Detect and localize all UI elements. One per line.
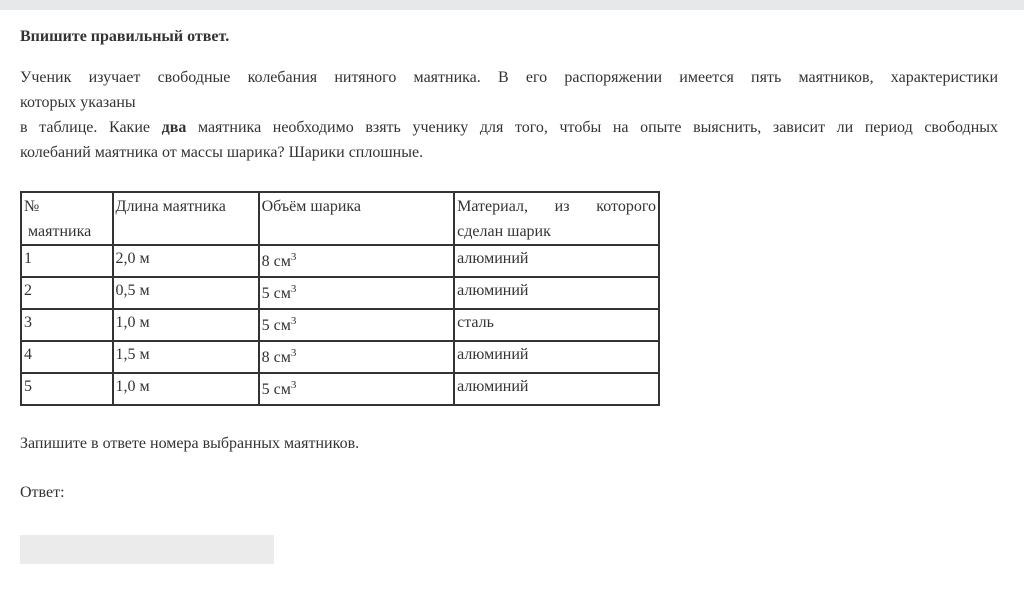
- cell-material: алюминий: [454, 245, 659, 277]
- cell-number: 3: [21, 309, 113, 341]
- cell-length: 1,0 м: [113, 373, 259, 405]
- cell-length: 0,5 м: [113, 277, 259, 309]
- volume-unit: см: [273, 317, 291, 334]
- volume-value: 8: [261, 349, 270, 366]
- cell-volume: [259, 277, 455, 309]
- cell-volume: [259, 245, 455, 277]
- table-row: [21, 309, 659, 341]
- task-line-3-after: маятника необходимо взять ученику для того, чтобы на опыте выяснить, зависит ли период свободных: [186, 119, 999, 136]
- volume-exponent: 3: [290, 251, 297, 263]
- cell-material: сталь: [454, 309, 659, 341]
- volume-unit: см: [273, 349, 291, 366]
- volume-unit: см: [273, 285, 291, 302]
- header-volume: Объём шарика: [259, 192, 455, 245]
- cell-number: 4: [21, 341, 113, 373]
- volume-value: 5: [261, 285, 270, 302]
- cell-material: алюминий: [454, 341, 659, 373]
- table-row: [21, 341, 659, 373]
- cell-number: 2: [21, 277, 113, 309]
- volume-value: 5: [261, 317, 270, 334]
- task-content: [20, 26, 998, 504]
- cell-length: 2,0 м: [113, 245, 259, 277]
- pendulum-table: [20, 191, 660, 406]
- cell-length: 1,5 м: [113, 341, 259, 373]
- volume-value: 5: [261, 381, 270, 398]
- volume-unit: см: [273, 381, 291, 398]
- answer-input[interactable]: [20, 535, 274, 564]
- task-line-4: колебаний маятника от массы шарика? Шарики сплошные.: [20, 144, 424, 161]
- header-material-line1: Материал, из которого: [457, 198, 656, 215]
- table-row: [21, 277, 659, 309]
- volume-exponent: 3: [290, 379, 297, 391]
- header-length: Длина маятника: [113, 192, 259, 245]
- task-line-3: [20, 115, 998, 140]
- task-line-1: Ученик изучает свободные колебания нитяного маятника. В его распоряжении имеется пять маятников, характеристики: [20, 69, 998, 86]
- volume-value: 8: [261, 253, 270, 270]
- task-emphasis: два: [161, 119, 187, 136]
- cell-material: алюминий: [454, 373, 659, 405]
- cell-volume: [259, 373, 455, 405]
- cell-number: 5: [21, 373, 113, 405]
- task-line-2: которых указаны: [20, 94, 136, 111]
- header-number-line1: №: [24, 198, 40, 215]
- cell-material: алюминий: [454, 277, 659, 309]
- header-number-line2: маятника: [24, 223, 92, 240]
- top-bar: [0, 0, 1024, 10]
- task-description: [20, 65, 998, 165]
- volume-exponent: 3: [290, 283, 297, 295]
- header-number: [21, 192, 113, 245]
- volume-exponent: 3: [290, 315, 297, 327]
- header-material-line2: сделан шарик: [457, 223, 551, 240]
- table-row: [21, 245, 659, 277]
- cell-length: 1,0 м: [113, 309, 259, 341]
- table-header-row: [21, 192, 659, 245]
- instruction-text: Впишите правильный ответ.: [20, 28, 230, 45]
- answer-instruction: Запишите в ответе номера выбранных маятников.: [20, 435, 360, 452]
- volume-unit: см: [273, 253, 291, 270]
- table-row: [21, 373, 659, 405]
- cell-volume: [259, 341, 455, 373]
- answer-label: Ответ:: [20, 484, 65, 501]
- task-line-3-before: в таблице. Какие: [20, 119, 162, 136]
- cell-number: 1: [21, 245, 113, 277]
- header-material: [454, 192, 659, 245]
- cell-volume: [259, 309, 455, 341]
- volume-exponent: 3: [290, 347, 297, 359]
